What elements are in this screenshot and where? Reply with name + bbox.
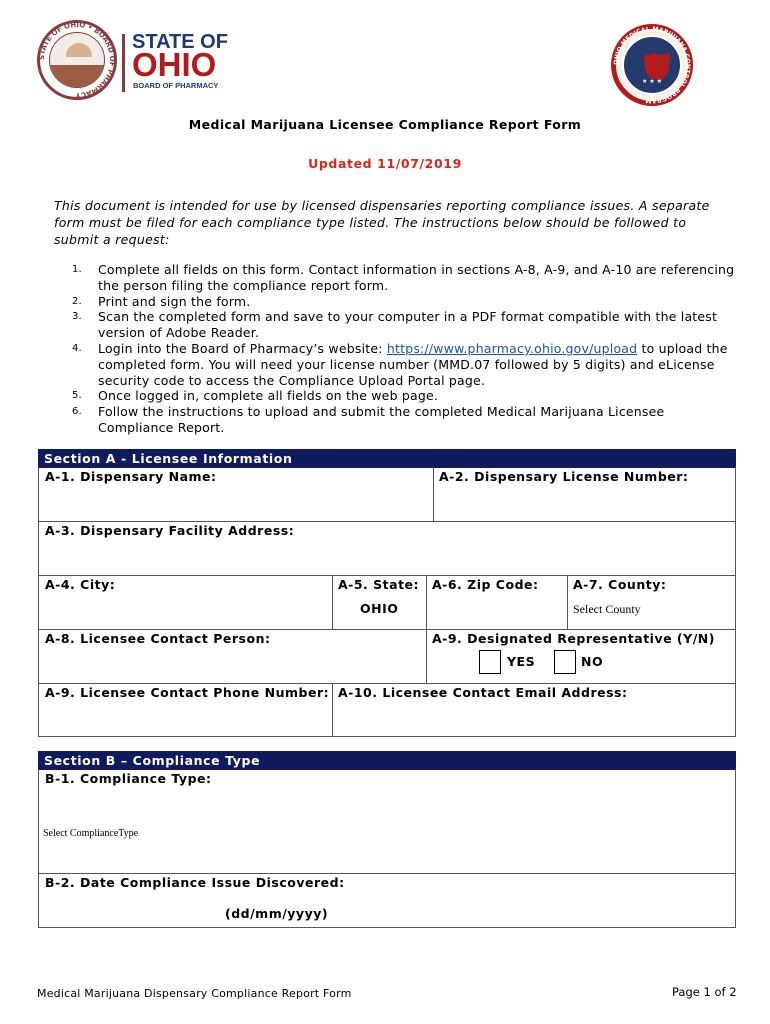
zip-code-field[interactable] xyxy=(426,575,568,630)
contact-phone-field[interactable] xyxy=(38,683,333,737)
instruction-step: 1. Complete all fields on this form. Contact information in sections A-8, A-9, and A-10 are referencing the person filing the compliance report form. xyxy=(72,262,735,293)
facility-address-field[interactable] xyxy=(38,521,736,576)
instruction-step: 3. Scan the completed form and save to your computer in a PDF format compatible with the latest version of Adobe Reader. xyxy=(72,309,718,341)
compliance-type-select[interactable]: Select ComplianceType xyxy=(43,828,139,839)
state-value: OHIO xyxy=(360,601,399,616)
date-format-hint: (dd/mm/yyyy) xyxy=(225,906,329,921)
contact-email-label: A-10. Licensee Contact Email Address: xyxy=(338,685,628,700)
facility-address-label: A-3. Dispensary Facility Address: xyxy=(45,523,295,538)
city-label: A-4. City: xyxy=(45,577,116,592)
upload-portal-link[interactable]: https://www.pharmacy.ohio.gov/upload xyxy=(386,340,638,356)
city-field[interactable] xyxy=(38,575,333,630)
intro-paragraph: This document is intended for use by licensed dispensaries reporting compliance issues. A separate form must be filed for each compliance type listed. The instructions below should be followed to submit a request: xyxy=(54,198,710,247)
seal-right-ring-text xyxy=(611,24,693,106)
no-checkbox[interactable] xyxy=(554,650,576,674)
logo-board-of-pharmacy: BOARD OF PHARMACY xyxy=(133,81,219,90)
logo-divider xyxy=(122,34,125,92)
contact-person-field[interactable] xyxy=(38,629,427,684)
zip-code-label: A-6. Zip Code: xyxy=(432,577,539,592)
no-label: NO xyxy=(581,654,604,669)
designated-representative-label: A-9. Designated Representative (Y/N) xyxy=(432,631,715,646)
section-b xyxy=(38,751,736,770)
state-field xyxy=(332,575,427,630)
yes-label: YES xyxy=(507,654,536,669)
logo-ohio: OHIO xyxy=(132,46,217,83)
contact-person-label: A-8. Licensee Contact Person: xyxy=(45,631,271,646)
section-a xyxy=(38,449,736,468)
logo-state-of: STATE OF xyxy=(132,31,228,53)
license-number-field[interactable] xyxy=(433,467,736,522)
county-field[interactable] xyxy=(567,575,736,630)
instruction-step: 4. Login into the Board of Pharmacy’s website: https://www.pharmacy.ohio.gov/upload to upload the completed form. You will need your license number (MMD.07 followed by 5 digits) and eLicense security code to access the Compliance Upload Portal page. xyxy=(72,340,728,388)
county-select[interactable]: Select County xyxy=(573,602,641,616)
page-number: Page 1 of 2 xyxy=(672,985,737,999)
dispensary-name-field[interactable] xyxy=(38,467,434,522)
stars-icon: ★ ★ ★ xyxy=(642,78,662,85)
form-title: Medical Marijuana Licensee Compliance Report Form xyxy=(188,117,582,132)
section-a-heading: Section A - Licensee Information xyxy=(38,449,736,468)
medical-marijuana-control-program-seal xyxy=(611,24,693,106)
board-of-pharmacy-seal xyxy=(37,20,117,100)
date-discovered-label: B-2. Date Compliance Issue Discovered: xyxy=(45,875,345,890)
updated-date: Updated 11/07/2019 xyxy=(308,156,462,171)
date-discovered-field[interactable] xyxy=(38,873,736,928)
contact-email-field[interactable] xyxy=(332,683,736,737)
svg-text:OHIO MEDICAL MARIJUANA CONTROL: OHIO MEDICAL MARIJUANA CONTROL PROGRAM xyxy=(612,25,692,105)
dispensary-name-label: A-1. Dispensary Name: xyxy=(45,469,217,484)
compliance-type-label: B-1. Compliance Type: xyxy=(45,771,212,786)
instruction-step: 5. Once logged in, complete all fields on the web page. xyxy=(72,388,439,404)
license-number-label: A-2. Dispensary License Number: xyxy=(439,469,689,484)
instruction-step: 6. Follow the instructions to upload and submit the completed Medical Marijuana Licensee Compliance Report. xyxy=(72,404,665,435)
state-label: A-5. State: xyxy=(338,577,420,592)
instruction-step: 2. Print and sign the form. xyxy=(72,293,251,309)
seal-ring-text xyxy=(37,20,117,100)
svg-text:STATE OF OHIO • BOARD OF PHARM: STATE OF OHIO • BOARD OF PHARMACY xyxy=(37,20,117,100)
yes-checkbox[interactable] xyxy=(479,650,501,674)
section-b-heading: Section B – Compliance Type xyxy=(38,751,736,770)
designated-representative-field xyxy=(426,629,736,684)
footer-form-name: Medical Marijuana Dispensary Compliance Report Form xyxy=(37,987,352,1000)
county-label: A-7. County: xyxy=(573,577,667,592)
instructions-list xyxy=(72,262,740,436)
compliance-type-field[interactable] xyxy=(38,769,736,874)
contact-phone-label: A-9. Licensee Contact Phone Number: xyxy=(45,685,330,700)
